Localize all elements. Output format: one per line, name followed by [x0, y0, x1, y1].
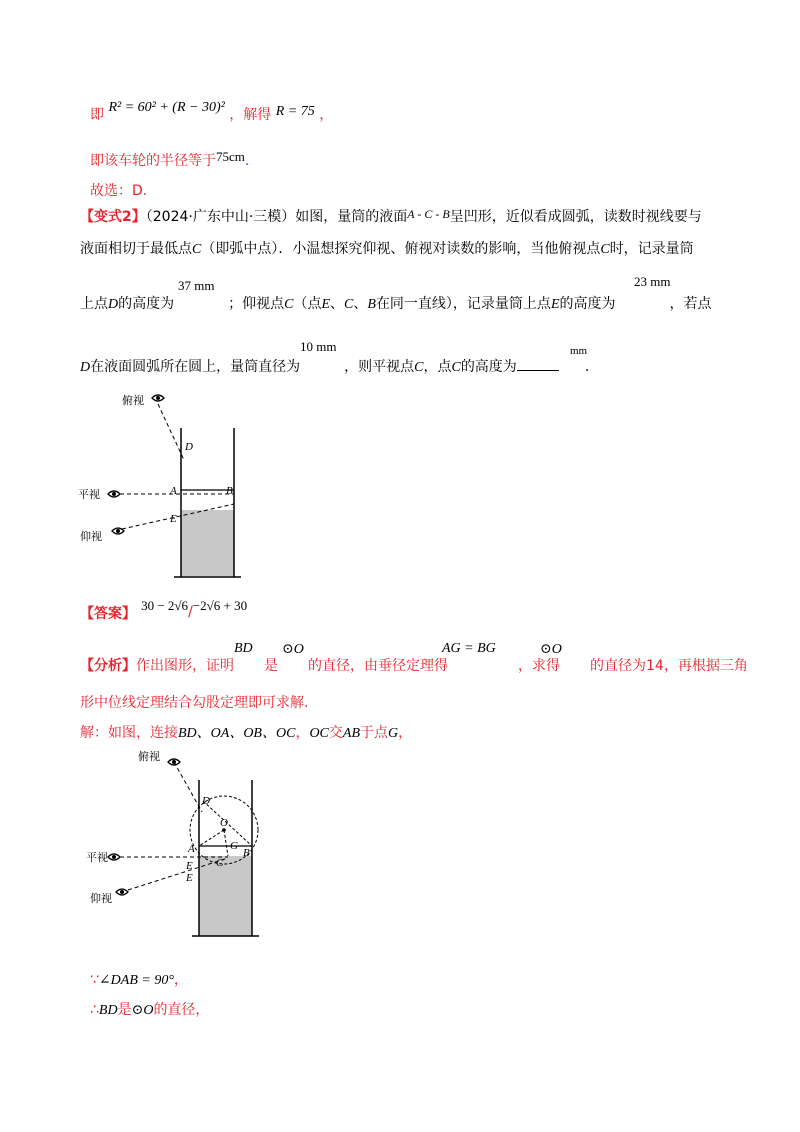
- solve-prefix: ，解得: [229, 107, 272, 123]
- therefore-symbol: ∴: [90, 1002, 99, 1018]
- point-a: A: [188, 843, 195, 855]
- text: 在同一直线），记录量筒上点: [375, 296, 551, 312]
- analysis-circle-o: ⊙O: [282, 642, 304, 657]
- point-d: D: [80, 360, 91, 375]
- radius-value: 75cm: [216, 149, 245, 164]
- problem-text-2b: （即弧中点）．小温想探究仰视、俯视对读数的影响，当他俯视点: [201, 241, 601, 257]
- equation-prefix: 即: [90, 107, 104, 123]
- problem-text-2a: 液面相切于最低点: [80, 241, 192, 257]
- sightline-fushi: [158, 404, 184, 460]
- text: 作出图形，证明: [136, 658, 234, 674]
- answer-line: [80, 595, 248, 622]
- text: 是: [264, 658, 278, 674]
- radius-line: [90, 150, 249, 170]
- point-a: A: [170, 485, 177, 497]
- sightline-fushi: [174, 762, 202, 812]
- point-g: G: [388, 726, 399, 741]
- text: （点: [293, 296, 322, 312]
- text: 交: [328, 725, 343, 741]
- label-yangshi: 仰视: [90, 892, 112, 905]
- answer-tag: 【答案】: [80, 606, 136, 622]
- point-e: E: [550, 297, 560, 312]
- text: .: [584, 359, 590, 375]
- liquid: [199, 856, 252, 936]
- segment-oc: OC: [309, 726, 329, 741]
- label-fushi: 俯视: [138, 750, 160, 763]
- problem-line-2: [80, 238, 694, 258]
- problem-text-2c: 时，记录量筒: [609, 241, 694, 257]
- point-c: C: [414, 360, 424, 375]
- eye-icon: [168, 759, 180, 765]
- text: 、: [353, 296, 368, 312]
- text: 的高度为: [118, 296, 175, 312]
- liquid: [181, 510, 234, 576]
- label-pingshi: 平视: [78, 488, 100, 501]
- equation-line: [90, 100, 334, 124]
- unit-mm: mm: [570, 345, 588, 357]
- equation-expression: R² = 60² + (R − 30)²: [108, 100, 225, 115]
- text: ，求得: [518, 658, 560, 674]
- point-c: C: [216, 857, 224, 869]
- solution-line: [80, 722, 412, 742]
- analysis-line-1: [80, 655, 748, 675]
- point-c: C: [344, 297, 354, 312]
- problem-source: （2024·广东中山·三模）: [145, 209, 296, 225]
- point-b: B: [226, 485, 233, 497]
- value-23mm: 23 mm: [634, 274, 671, 289]
- solve-suffix: ，: [319, 107, 334, 123]
- text: 在液面圆弧所在圆上，量筒直径为: [90, 359, 301, 375]
- angle-dab: ∠DAB = 90°: [98, 973, 174, 988]
- eye-icon: [108, 491, 120, 497]
- analysis-line-2: 形中位线定理结合勾股定理即可求解.: [80, 695, 309, 711]
- text: 、: [330, 296, 345, 312]
- text: ，: [295, 725, 310, 741]
- point-c: C: [284, 297, 294, 312]
- problem-text-1b: 呈凹形，近似看成圆弧，读数时视线要与: [449, 209, 702, 225]
- point-b: B: [243, 847, 250, 859]
- text: 上点: [80, 296, 108, 312]
- radius-text: 即该车轮的半径等于: [90, 153, 216, 169]
- text: ；仰视点: [228, 296, 285, 312]
- analysis-ag-bg: AG = BG: [442, 641, 496, 656]
- point-d: D: [202, 795, 210, 807]
- text: ，: [173, 972, 188, 988]
- point-o: O: [220, 817, 228, 829]
- eye-icon: [152, 395, 164, 401]
- point-e: E: [321, 297, 331, 312]
- problem-text-1a: 如图，量筒的液面: [295, 209, 408, 225]
- radius-end: .: [244, 153, 250, 169]
- text: 解：如图，连接: [80, 725, 178, 741]
- label-yangshi: 仰视: [80, 530, 102, 543]
- segment-oc: [224, 830, 228, 856]
- point-d: D: [185, 441, 193, 453]
- segment-bd: BD: [98, 1003, 118, 1018]
- point-g: G: [230, 840, 238, 852]
- point-b: B: [367, 297, 376, 312]
- text: ，: [398, 725, 413, 741]
- segment-ab: AB: [342, 726, 360, 741]
- point-c: C: [192, 242, 202, 257]
- point-c: C: [600, 242, 610, 257]
- figure-1-cylinder: [70, 388, 270, 586]
- text: ，点: [423, 359, 452, 375]
- because-symbol: ∵: [90, 972, 99, 988]
- text: 的直径为14，再根据三角: [590, 658, 748, 674]
- text: 的直径，: [153, 1002, 210, 1018]
- text: ，若点: [669, 296, 712, 312]
- because-line: [90, 969, 188, 989]
- text: ，则平视点: [344, 359, 415, 375]
- analysis-circle-o2: ⊙O: [540, 642, 562, 657]
- segment-oa: [199, 830, 224, 846]
- answer-value-1: 30 − 2√6: [141, 598, 189, 613]
- eye-icon: [112, 528, 124, 534]
- choice-line: 故选：D.: [90, 183, 148, 199]
- therefore-line: [90, 999, 209, 1019]
- solve-value: R = 75: [275, 104, 315, 119]
- answer-blank: [517, 358, 559, 371]
- answer-value-2: −2√6 + 30: [192, 598, 248, 613]
- point-d: D: [108, 297, 119, 312]
- point-e: E: [186, 860, 193, 872]
- point-e: E: [170, 513, 177, 525]
- answer-sep: /: [188, 604, 193, 620]
- text: 的直径，由垂径定理得: [308, 658, 448, 674]
- figure-2-cylinder: [82, 748, 282, 944]
- problem-line-1: [80, 206, 702, 226]
- point-c: C: [451, 360, 461, 375]
- problem-line-4: [80, 356, 589, 376]
- eye-icon: [108, 854, 120, 860]
- text: 的高度为: [559, 296, 616, 312]
- text: 是: [117, 1002, 132, 1018]
- analysis-bd: BD: [234, 641, 253, 656]
- label-fushi: 俯视: [122, 394, 144, 407]
- circle-o: ⊙O: [131, 1003, 154, 1018]
- curve-acb: A - C - B: [407, 207, 450, 221]
- point-e-2: E: [186, 872, 193, 884]
- eye-icon: [116, 889, 128, 895]
- value-10mm: 10 mm: [300, 339, 337, 354]
- segments: BD、OA、OB、OC: [178, 726, 296, 741]
- value-37mm: 37 mm: [178, 278, 215, 293]
- text: 的高度为: [460, 359, 517, 375]
- problem-line-3: [80, 293, 712, 313]
- text: 于点: [360, 725, 388, 741]
- problem-tag: 【变式2】: [80, 209, 146, 225]
- analysis-tag: 【分析】: [80, 658, 136, 674]
- label-pingshi: 平视: [86, 851, 108, 864]
